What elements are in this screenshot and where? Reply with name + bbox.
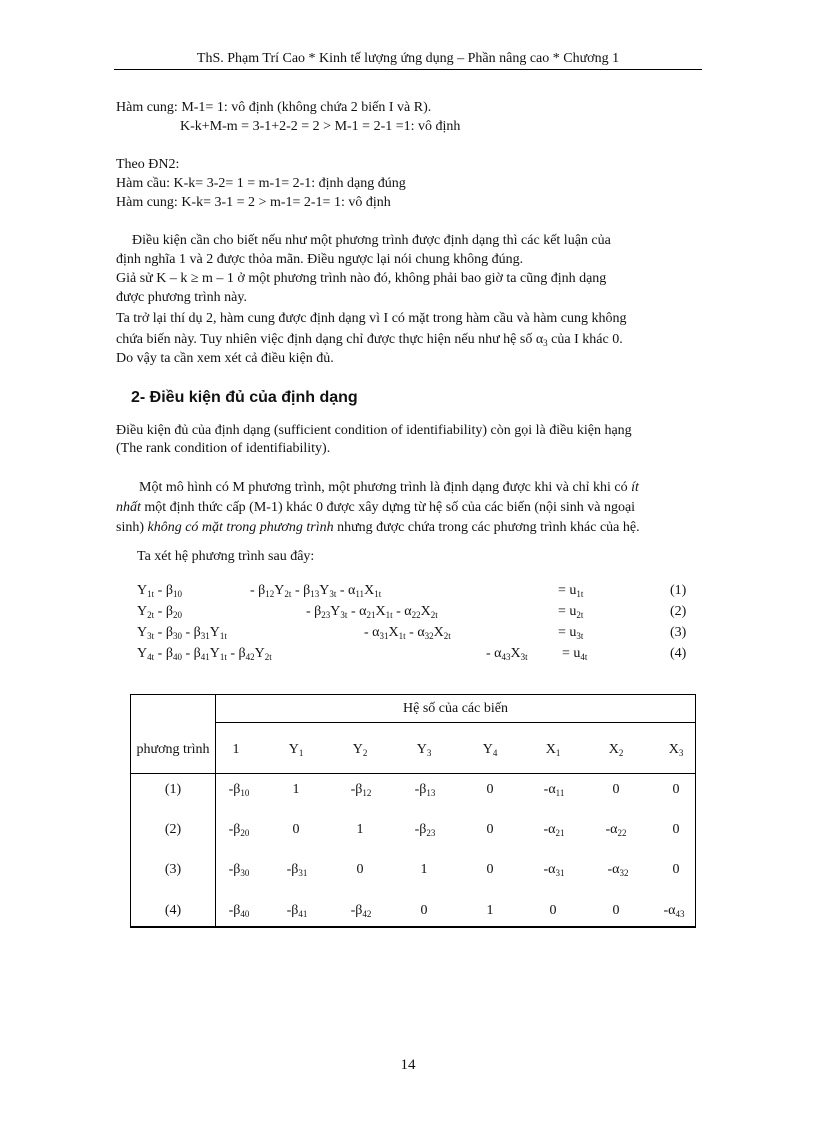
text-line: Hàm cung: M-1= 1: vô định (không chứa 2 biến I và R).: [116, 100, 432, 115]
equation-terms: - $\alpha_{43}X_{3t}$: [486, 646, 528, 662]
text-line: định nghĩa 1 và 2 được thỏa mãn. Điều ngược lại nói chung không đúng.: [116, 252, 524, 267]
text-line: Ta xét hệ phương trình sau đây:: [137, 549, 315, 564]
table-cell: 1: [486, 903, 494, 918]
equation-rhs: = $u_{1t}$: [558, 583, 584, 599]
text-line: Một mô hình có M phương trình, một phương trình là định dạng được khi và chỉ khi có ít: [139, 480, 639, 495]
table-cell: 0: [549, 903, 557, 918]
equation-rhs: = $u_{3t}$: [558, 625, 584, 641]
equation-lhs: $Y_{2t} - \beta_{20}$: [137, 604, 182, 620]
table-cell: $-\beta_{41}$: [286, 903, 308, 919]
table-group-header: Hệ số của các biến: [403, 701, 508, 716]
table-cell: $-\beta_{10}$: [228, 782, 250, 798]
table-cell: $-\beta_{30}$: [228, 862, 250, 878]
equation-number: (3): [670, 625, 687, 640]
equation-number: (2): [670, 604, 687, 619]
table-row-label: (4): [164, 903, 182, 918]
text-line: sinh) không có mặt trong phương trình nhưng được chứa trong các phương trình khác của hệ.: [116, 520, 640, 535]
table-cell: 1: [292, 782, 300, 797]
table-column-header: $Y_3$: [416, 742, 432, 758]
table-cell: 0: [672, 822, 680, 837]
table-cell: $-\beta_{40}$: [228, 903, 250, 919]
table-cell: 0: [612, 903, 620, 918]
equation-terms: - $\beta_{23}Y_{3t} - \alpha_{21}X_{1t} - \alpha_{22}X_{2t}$: [306, 604, 438, 620]
equation-number: (4): [670, 646, 687, 661]
section-heading: 2- Điều kiện đủ của định dạng: [131, 389, 358, 406]
text-line: nhất một định thức cấp (M-1) khác 0 được xây dựng từ hệ số của các biến (nội sinh và ngoại: [116, 500, 636, 515]
table-cell: $-\alpha_{31}$: [543, 862, 565, 878]
equation-terms: - $\beta_{12}Y_{2t} - \beta_{13}Y_{3t} - \alpha_{11}X_{1t}$: [250, 583, 382, 599]
page-number: 14: [400, 1057, 416, 1073]
table-cell: $-\beta_{31}$: [286, 862, 308, 878]
table-column-header: $Y_2$: [352, 742, 368, 758]
table-row-label: (1): [164, 782, 182, 797]
table-border: [130, 773, 696, 774]
equation-rhs: = $u_{2t}$: [558, 604, 584, 620]
table-border: [130, 694, 131, 928]
equation-number: (1): [670, 583, 687, 598]
table-cell: $-\beta_{42}$: [350, 903, 372, 919]
table-cell: 0: [612, 782, 620, 797]
text-line: Điều kiện đủ của định dạng (sufficient condition of identifiability) còn gọi là điều kiện hạng: [116, 423, 632, 438]
equation-terms: - $\alpha_{31}X_{1t} - \alpha_{32}X_{2t}$: [364, 625, 451, 641]
equation-rhs: = $u_{4t}$: [562, 646, 588, 662]
table-column-header: $X_1$: [545, 742, 561, 758]
table-column-header: $X_3$: [668, 742, 684, 758]
table-cell: $-\alpha_{22}$: [605, 822, 627, 838]
table-cell: $-\beta_{13}$: [414, 782, 436, 798]
table-cell: 0: [672, 862, 680, 877]
text-line: Ta trở lại thí dụ 2, hàm cung được định dạng vì I có mặt trong hàm cầu và hàm cung không: [116, 311, 627, 326]
text-line: Theo ĐN2:: [116, 157, 180, 172]
table-cell: 0: [420, 903, 428, 918]
text-line: (The rank condition of identifiability).: [116, 441, 331, 456]
text-line: Điều kiện cần cho biết nếu như một phương trình được định dạng thì các kết luận của: [132, 233, 611, 248]
equation-lhs: $Y_{1t} - \beta_{10}$: [137, 583, 182, 599]
table-row-label: (3): [164, 862, 182, 877]
page-header: ThS. Phạm Trí Cao * Kinh tế lượng ứng dụng – Phần nâng cao * Chương 1: [196, 51, 620, 66]
equation-lhs: $Y_{4t} - \beta_{40} - \beta_{41}Y_{1t} - \beta_{42}Y_{2t}$: [137, 646, 272, 662]
header-rule: [114, 69, 702, 70]
table-cell: $-\alpha_{21}$: [543, 822, 565, 838]
table-row-header: phương trình: [136, 742, 210, 757]
text-line: K-k+M-m = 3-1+2-2 = 2 > M-1 = 2-1 =1: vô định: [180, 119, 461, 134]
table-border: [215, 722, 696, 723]
text-line: Hàm cầu: K-k= 3-2= 1 = m-1= 2-1: định dạng đúng: [116, 176, 406, 191]
equation-lhs: $Y_{3t} - \beta_{30} - \beta_{31}Y_{1t}$: [137, 625, 227, 641]
table-cell: 0: [292, 822, 300, 837]
table-cell: 0: [486, 822, 494, 837]
table-column-header: $Y_1$: [288, 742, 304, 758]
text-line: được phương trình này.: [116, 290, 247, 305]
table-border: [215, 694, 216, 928]
table-cell: $-\alpha_{11}$: [543, 782, 565, 798]
table-row-label: (2): [164, 822, 182, 837]
table-cell: 1: [420, 862, 428, 877]
table-cell: 0: [486, 862, 494, 877]
table-column-header: 1: [232, 742, 240, 757]
table-cell: 0: [672, 782, 680, 797]
table-cell: $-\beta_{12}$: [350, 782, 372, 798]
table-cell: $-\beta_{23}$: [414, 822, 436, 838]
table-border: [695, 694, 696, 928]
table-cell: $-\alpha_{32}$: [607, 862, 629, 878]
table-column-header: $Y_4$: [482, 742, 498, 758]
table-column-header: $X_2$: [608, 742, 624, 758]
table-cell: $-\beta_{20}$: [228, 822, 250, 838]
text-line: Giả sử K – k ≥ m – 1 ở một phương trình nào đó, không phải bao giờ ta cũng định dạng: [116, 271, 607, 286]
table-cell: $-\alpha_{43}$: [663, 903, 685, 919]
table-cell: 0: [356, 862, 364, 877]
table-cell: 1: [356, 822, 364, 837]
text-line: Hàm cung: K-k= 3-1 = 2 > m-1= 2-1= 1: vô định: [116, 195, 391, 210]
text-line: Do vậy ta cần xem xét cả điều kiện đủ.: [116, 351, 334, 366]
text-line: chứa biến này. Tuy nhiên việc định dạng chỉ được thực hiện nếu như hệ số $\alpha_3$ của I khác 0.: [116, 332, 623, 348]
table-cell: 0: [486, 782, 494, 797]
